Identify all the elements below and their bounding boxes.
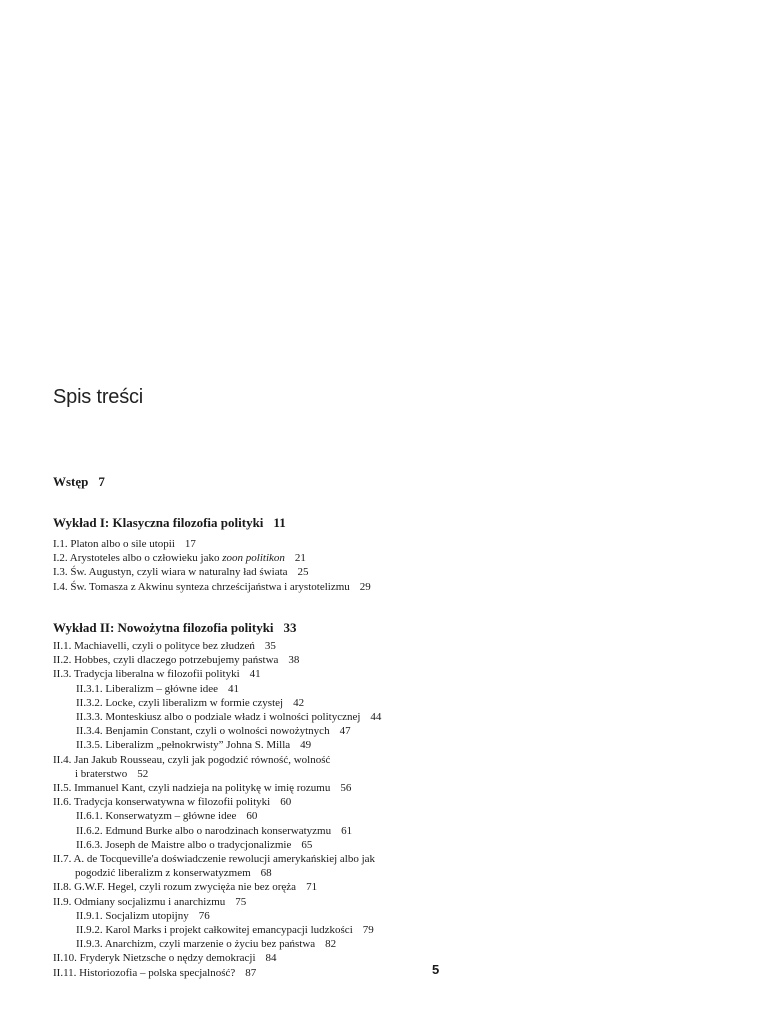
lecture2-label: Wykład II: Nowożytna filozofia polityki — [53, 620, 274, 635]
entry-page: 56 — [340, 782, 352, 795]
entry-page: 82 — [325, 938, 337, 951]
toc-entry — [53, 537, 433, 551]
entry-title: II.3.1. Liberalizm – główne idee — [76, 682, 219, 695]
entry-page: 25 — [297, 566, 309, 579]
toc-entry — [53, 580, 433, 594]
entry-page: 47 — [339, 725, 351, 738]
entry-title: II.11. Historiozofia – polska specjalność? — [53, 966, 236, 979]
page-title: Spis treści — [53, 386, 144, 408]
toc-entry — [53, 696, 433, 710]
toc-entry — [53, 824, 433, 838]
entry-title: II.9.2. Karol Marks i projekt całkowitej emancypacji ludzkości — [76, 924, 353, 937]
toc-entry — [53, 852, 433, 880]
toc-entry — [53, 667, 433, 681]
entry-title: II.3.5. Liberalizm „pełnokrwisty” Johna S. Milla — [76, 739, 291, 752]
toc-entry — [53, 551, 433, 565]
lecture1-entries — [53, 537, 433, 594]
entry-page: 84 — [265, 952, 277, 965]
toc-entry — [53, 923, 433, 937]
toc-entry — [53, 937, 433, 951]
entry-page: 87 — [245, 966, 257, 979]
toc-entry — [53, 565, 433, 579]
entry-page: 29 — [359, 580, 371, 593]
toc-entry — [53, 895, 433, 909]
entry-title: II.6.2. Edmund Burke albo o narodzinach konserwatyzmu — [76, 824, 332, 837]
page-number: 5 — [432, 962, 440, 977]
entry-page: 21 — [294, 552, 306, 565]
entry-title: II.9. Odmiany socjalizmu i anarchizmu — [53, 895, 226, 908]
entry-page: 71 — [306, 881, 318, 894]
toc-entry — [53, 738, 433, 752]
entry-page: 75 — [235, 895, 247, 908]
entry-title-continuation — [53, 866, 433, 880]
entry-page: 44 — [370, 711, 382, 724]
entry-title: II.9.1. Socjalizm utopijny — [76, 909, 189, 922]
entry-page: 61 — [341, 824, 353, 837]
entry-title: II.2. Hobbes, czyli dlaczego potrzebujemy państwa — [53, 654, 279, 667]
toc-entry — [53, 880, 433, 894]
entry-page: 41 — [249, 668, 261, 681]
lecture1-label: Wykład I: Klasyczna filozofia polityki — [53, 515, 264, 530]
entry-title: II.6.1. Konserwatyzm – główne idee — [76, 810, 237, 823]
entry-title: II.3.3. Monteskiusz albo o podziale władz i wolności politycznej — [76, 711, 361, 724]
lecture2-page: 33 — [283, 620, 297, 635]
entry-title: II.3. Tradycja liberalna w filozofii polityki — [53, 668, 240, 681]
toc-entry — [53, 966, 433, 980]
entry-title: II.6.3. Joseph de Maistre albo o tradycjonalizmie — [76, 838, 292, 851]
entry-title: II.10. Fryderyk Nietzsche o nędzy demokracji — [53, 952, 256, 965]
entry-page: 76 — [198, 909, 210, 922]
toc-entry — [53, 682, 433, 696]
entry-page: 65 — [301, 838, 313, 851]
entry-title: II.8. G.W.F. Hegel, czyli rozum zwycięża nie bez oręża — [53, 881, 297, 894]
entry-page: 60 — [280, 796, 292, 809]
toc-entry — [53, 724, 433, 738]
entry-title: I.3. Św. Augustyn, czyli wiara w naturalny ład świata — [53, 566, 288, 579]
entry-title-continuation — [53, 767, 433, 781]
entry-page: 42 — [293, 696, 305, 709]
entry-page: 79 — [362, 924, 374, 937]
lecture1-page: 11 — [273, 515, 286, 530]
entry-title: II.6. Tradycja konserwatywna w filozofii polityki — [53, 796, 271, 809]
entry-page: 35 — [264, 640, 276, 652]
toc-entry — [53, 795, 433, 809]
entry-title: II.4. Jan Jakub Rousseau, czyli jak pogodzić równość, wolność — [53, 753, 331, 766]
entry-continuation-text: i braterstwo — [75, 767, 128, 780]
entry-page: 38 — [288, 654, 300, 667]
entry-page: 41 — [228, 682, 240, 695]
toc-entry — [53, 639, 433, 653]
toc-entry — [53, 909, 433, 923]
entry-title: I.1. Platon albo o sile utopii — [53, 538, 175, 550]
entry-title-italic: zoon politikon — [222, 552, 285, 565]
intro-label: Wstęp — [53, 474, 89, 489]
entry-title: II.5. Immanuel Kant, czyli nadzieja na politykę w imię rozumu — [53, 782, 331, 795]
entry-title: I.4. Św. Tomasza z Akwinu synteza chrześcijaństwa i arystotelizmu — [53, 580, 350, 593]
entry-page: 49 — [300, 739, 312, 752]
entry-title: II.1. Machiavelli, czyli o polityce bez złudzeń — [53, 640, 255, 652]
entry-title: I.2. Arystoteles albo o człowieku jako — [53, 552, 223, 565]
entry-page: 17 — [184, 538, 196, 550]
lecture2-entries — [53, 639, 433, 980]
toc-entry — [53, 710, 433, 724]
entry-page: 52 — [137, 767, 149, 780]
toc-entry — [53, 838, 433, 852]
entry-title: II.3.2. Locke, czyli liberalizm w formie czystej — [76, 696, 284, 709]
lecture1-heading — [53, 515, 286, 531]
toc-entry — [53, 951, 433, 965]
lecture2-heading — [53, 620, 297, 636]
toc-entry — [53, 809, 433, 823]
toc-entry — [53, 653, 433, 667]
entry-continuation-text: pogodzić liberalizm z konserwatyzmem — [75, 867, 251, 880]
entry-title: II.3.4. Benjamin Constant, czyli o wolności nowożytnych — [76, 725, 330, 738]
intro-heading — [53, 474, 105, 490]
toc-entry — [53, 781, 433, 795]
toc-entry — [53, 753, 433, 781]
entry-page: 60 — [246, 810, 258, 823]
entry-title: II.7. A. de Tocqueville'a doświadczenie rewolucji amerykańskiej albo jak — [53, 853, 376, 866]
entry-page: 68 — [260, 867, 272, 880]
entry-title: II.9.3. Anarchizm, czyli marzenie o życiu bez państwa — [76, 938, 316, 951]
intro-page: 7 — [98, 474, 105, 489]
